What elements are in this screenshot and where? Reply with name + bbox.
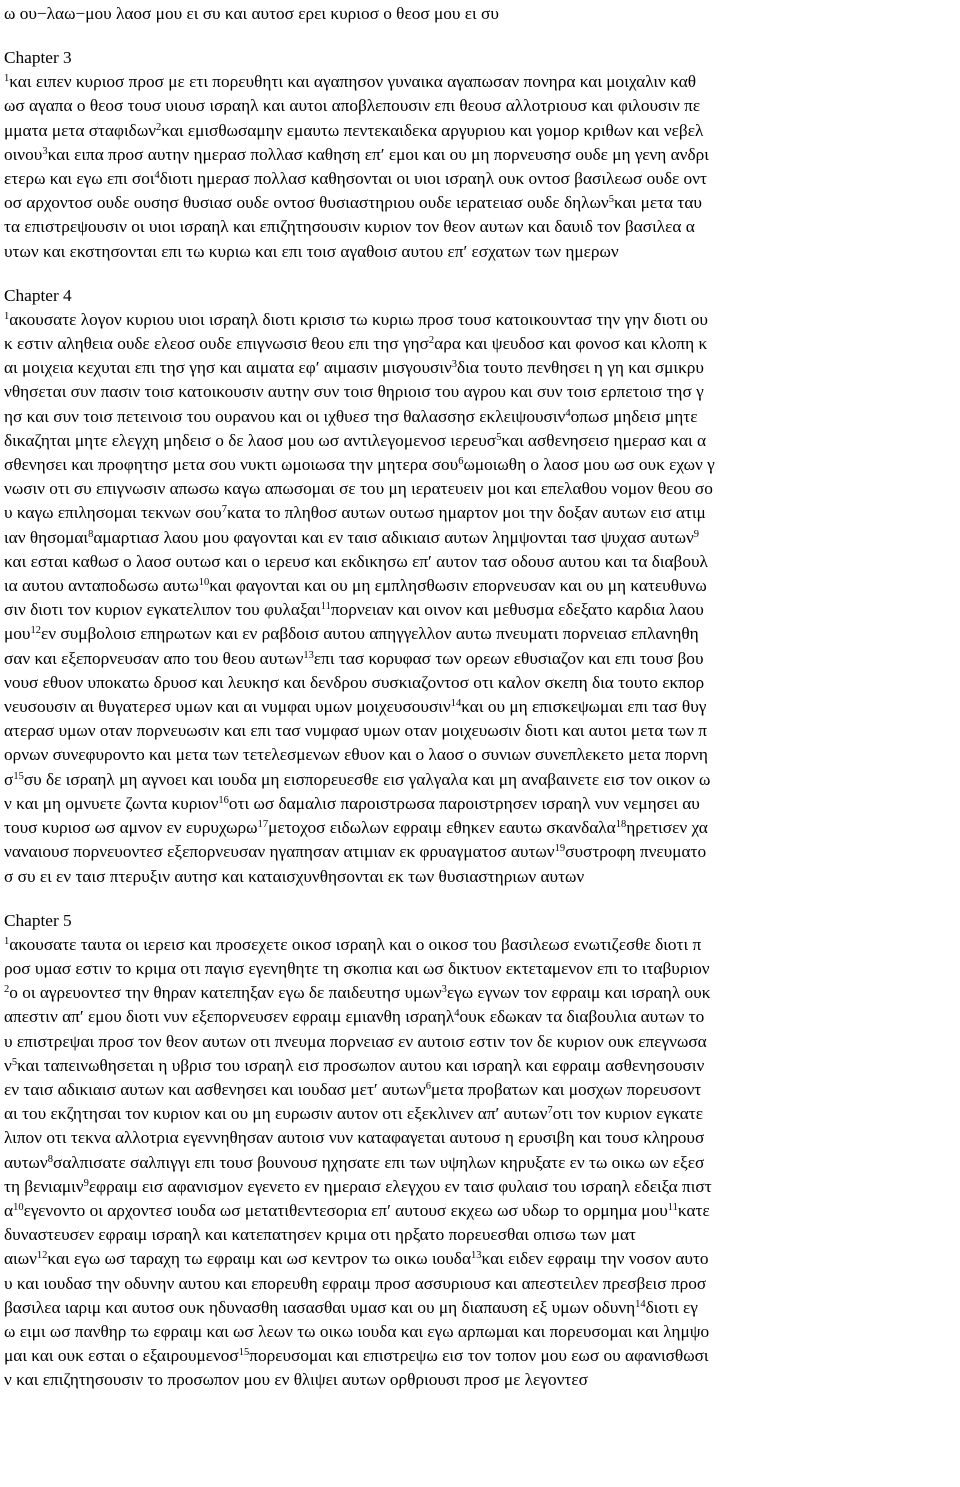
text-line: [4, 240, 956, 264]
text-line: [4, 1368, 956, 1392]
verse-text: οπωσ μηδεισ μητε: [570, 406, 698, 426]
verse-number: 14: [450, 698, 462, 710]
text-line: [4, 671, 956, 695]
text-line: [4, 356, 956, 380]
text-line: [4, 1199, 956, 1223]
verse-text: αρα και ψευδοσ και φονοσ και κλοπη κ: [434, 334, 708, 354]
verse-number: 2: [428, 335, 435, 347]
text-line: [4, 768, 956, 792]
verse-text: και ασθενησεισ ημερασ και α: [501, 430, 707, 450]
verse-text: σ συ ει εν ταισ πτερυξιν αυτησ και καταισχυνθησονται εκ των θυσιαστηριων αυτων: [4, 866, 585, 886]
text-line: [4, 695, 956, 719]
verse-text: ο οι αγρευοντεσ την θηραν κατεπηξαν εγω δε παιδευτησ υμων: [9, 983, 442, 1003]
verse-text: και ειπεν κυριοσ προσ με ετι πορευθητι και αγαπησον γυναικα αγαπωσαν πονηρα και μοιχαλιν καθ: [9, 72, 697, 92]
verse-text: δυναστευσεν εφραιμ ισραηλ και κατεπατησεν κριμα οτι ηρξατο πορευεσθαι οπισω των ματ: [4, 1225, 637, 1245]
text-line: [4, 429, 956, 453]
verse-text: ωμοιωθη ο λαοσ μου ωσ ουκ εχων γ: [463, 455, 715, 475]
verse-text: ορνων συνεφυροντο και μετα των τετελεσμενων εθυον και ο λαοσ ο συνιων συνεπλεκετο μετα πορνη: [4, 745, 708, 765]
verse-text: μετα προβατων και μοσχων πορευσοντ: [430, 1079, 702, 1099]
verse-number: 13: [303, 649, 314, 661]
verse-number: 11: [320, 601, 331, 613]
verse-number: 10: [198, 577, 210, 589]
text-line: [4, 119, 956, 143]
verse-text: και εσται καθωσ ο λαοσ ουτωσ και ο ιερευσ και εκδικησω επ′ αυτον τασ οδουσ αυτου και τα διαβουλ: [4, 551, 708, 571]
text-line: [4, 1344, 956, 1368]
text-line: [4, 215, 956, 239]
verse-text: σαν και εξεπορνευσαν απο του θεου αυτων: [4, 648, 304, 668]
verse-number: 5: [11, 1056, 18, 1068]
text-line: [4, 957, 956, 981]
text-line: [4, 332, 956, 356]
text-line: [4, 501, 956, 525]
verse-number: 17: [257, 819, 269, 831]
verse-number: 12: [36, 1250, 48, 1262]
text-line: [4, 1247, 956, 1271]
verse-text: συ δε ισραηλ μη αγνοει και ιουδα μη εισπορευεσθε εισ γαλγαλα και μη αναβαινετε εισ τον οικον ω: [23, 769, 711, 789]
verse-number: 19: [554, 843, 566, 855]
chapter-section: [4, 46, 956, 264]
chapter-title: Chapter 4: [4, 285, 72, 305]
verse-number: 8: [47, 1153, 53, 1165]
text-line: [4, 574, 956, 598]
verse-text: σαλπισατε σαλπιγγι επι τουσ βουνουσ ηχησατε επι των υψηλων κηρυξατε εν τω οικω ων εξεσ: [53, 1152, 705, 1172]
verse-number: 7: [547, 1105, 553, 1117]
text-line: [4, 865, 956, 889]
verse-text: δικαζηται μητε ελεγχη μηδεισ ο δε λαοσ μου ωσ αντιλεγομενοσ ιερευσ: [4, 430, 497, 450]
text-line: [4, 405, 956, 429]
verse-text: ιαν θησομαι: [4, 527, 89, 547]
verse-text: οσ αρχοντοσ ουδε ουσησ θυσιασ ουδε οντοσ θυσιαστηριου ουδε ιερατειασ ουδε δηλων: [4, 193, 609, 213]
verse-text: και φαγονται και ου μη εμπλησθωσιν επορνευσαν και ου μη κατευθυνω: [209, 576, 707, 596]
text-line: [4, 981, 956, 1005]
verse-text: εν συμβολοισ επηρωτων και εν ραβδοισ αυτου απηγγελλον αυτω πνευματι πορνειασ επλανηθη: [40, 624, 699, 644]
text-line: [4, 1102, 956, 1126]
verse-text: οτι τον κυριον εγκατε: [552, 1104, 703, 1124]
verse-text: και εγω ωσ ταραχη τω εφραιμ και ωσ κεντρον τω οικω ιουδα: [47, 1249, 472, 1269]
verse-number: 3: [441, 984, 447, 996]
verse-text: ησ και συν τοισ πετεινοισ του ουρανου και οι ιχθυεσ τησ θαλασσησ εκλειψουσιν: [4, 406, 566, 426]
verse-number: 7: [221, 504, 227, 516]
verse-text: αι του εκζητησαι τον κυριον και ου μη ευρωσιν αυτον οτι εξεκλινεν απ′ αυτων: [4, 1104, 548, 1124]
text-line: [4, 647, 956, 671]
verse-number: 5: [608, 194, 615, 206]
verse-text: ετερω και εγω επι σοι: [4, 169, 155, 189]
verse-text: σιν διοτι τον κυριον εγκατελιπον του φυλαξαι: [4, 600, 321, 620]
verse-number: 6: [425, 1080, 431, 1092]
verse-text: εφραιμ εισ αφανισμον εγενετο εν ημεραισ ελεγχου εν ταισ φυλαισ του ισραηλ εδειξα πιστ: [88, 1176, 712, 1196]
verse-text: αμαρτιασ λαου μου φαγονται και εν ταισ αδικιαισ αυτων λημψονται τασ ψυχασ αυτων: [93, 527, 694, 547]
verse-number: 9: [693, 528, 700, 540]
verse-text: απεστιν απ′ εμου διοτι νυν εξεπορνευσεν εφραιμ εμιανθη ισραηλ: [4, 1007, 455, 1027]
verse-text: οινου: [4, 144, 43, 164]
verse-text: ν: [4, 1055, 12, 1075]
verse-number: 1: [4, 935, 10, 947]
verse-text: ουκ εδωκαν τα διαβουλια αυτων το: [459, 1007, 705, 1027]
verse-text: αυτων: [4, 1152, 48, 1172]
verse-number: 8: [88, 528, 94, 540]
text-line: [4, 380, 956, 404]
verse-number: 10: [13, 1201, 24, 1213]
verse-text: μαι και ουκ εσται ο εξαιρουμενοσ: [4, 1346, 239, 1366]
verse-number: 12: [30, 625, 41, 637]
verse-number: 16: [218, 794, 229, 806]
text-line: [4, 1054, 956, 1078]
verse-text: ηρετισεν χα: [626, 818, 708, 838]
text-line: [4, 477, 956, 501]
verse-text: αι μοιχεια κεχυται επι τησ γησ και αιματα εφ′ αιμασιν μισγουσιν: [4, 358, 452, 378]
verse-text: νθησεται συν πασιν τοισ κατοικουσιν αυτην συν τοισ θηριοισ του αγρου και συν τοισ ερπετοισ τησ γ: [4, 382, 704, 402]
chapter-title: Chapter 3: [4, 48, 72, 68]
verse-number: 2: [4, 984, 10, 996]
verse-text: κατε: [677, 1200, 710, 1220]
verse-number: 6: [458, 456, 464, 468]
verse-number: 5: [496, 431, 502, 443]
verse-text: ναναιουσ πορνευοντεσ εξεπορνευσαν ηγαπησαν ατιμιαν εκ φρυαγματοσ αυτων: [4, 842, 555, 862]
verse-number: 14: [635, 1298, 646, 1310]
verse-text: ω ειμι ωσ πανθηρ τω εφραιμ και ωσ λεων τω οικω ιουδα και εγω αρπωμαι και πορευσομαι και λημψο: [4, 1321, 710, 1341]
verse-text: νευσουσιν αι θυγατερεσ υμων και αι νυμφαι υμων μοιχευσουσιν: [4, 697, 451, 717]
verse-text: διοτι εγ: [645, 1297, 698, 1317]
text-line: [4, 94, 956, 118]
chapter-section: [4, 909, 956, 1393]
text-line: [4, 550, 956, 574]
text-line: [4, 598, 956, 622]
verse-text: ακουσατε ταυτα οι ιερεισ και προσεχετε οικοσ ισραηλ και ο οικοσ του βασιλεωσ ενωτιζεσθε διοτι π: [9, 934, 702, 954]
chapter-title: Chapter 5: [4, 910, 72, 930]
text-line: [4, 191, 956, 215]
text-line: [4, 1175, 956, 1199]
verse-text: ροσ υμασ εστιν το κριμα οτι παγισ εγενηθητε τη σκοπια και ωσ δικτυον εκτεταμενον επι το ιταβυριον: [4, 958, 710, 978]
verse-text: ατερασ υμων οταν πορνευωσιν και επι τασ νυμφασ υμων οταν μοιχευωσιν διοτι και αυτοι μετα των π: [4, 721, 707, 741]
verse-text: εγενοντο οι αρχοντεσ ιουδα ωσ μετατιθεντεσορια επ′ αυτουσ εκχεω ωσ υδωρ το ορμημα μου: [23, 1200, 668, 1220]
verse-text: α: [4, 1200, 14, 1220]
verse-number: 3: [451, 359, 458, 371]
verse-text: υ και ιουδασ την οδυνην αυτου και επορευθη εφραιμ προσ ασσυριουσ και απεστειλεν πρεσβεισ προσ: [4, 1273, 707, 1293]
text-line: [4, 1030, 956, 1054]
text-line: [4, 792, 956, 816]
verse-text: και ειδεν εφραιμ την νοσον αυτο: [481, 1249, 709, 1269]
verse-text: υτων και εκστησονται επι τω κυριω και επι τοισ αγαθοισ αυτου επ′ εσχατων των ημερων: [4, 241, 619, 261]
verse-text: πορευσομαι και επιστρεψω εισ τον τοπον μου εωσ ου αφανισθωσι: [249, 1346, 709, 1366]
verse-text: πορνειαν και οινον και μεθυσμα εδεξατο καρδια λαου: [330, 600, 704, 620]
verse-number: 18: [615, 819, 627, 831]
verse-text: διοτι ημερασ πολλασ καθησονται οι υιοι ισραηλ ουκ οντοσ βασιλεωσ ουδε οντ: [159, 169, 707, 189]
text-line: [4, 1272, 956, 1296]
verse-text: μματα μετα σταφιδων: [4, 120, 157, 140]
verse-number: 13: [471, 1250, 482, 1262]
verse-text: σθενησει και προφητησ μετα σου νυκτι ωμοιωσα την μητερα σου: [4, 455, 459, 475]
verse-text: ν και επιζητησουσιν το προσωπον μου εν θλιψει αυτων ορθριουσι προσ με λεγοντεσ: [4, 1370, 588, 1390]
verse-number: 4: [565, 407, 571, 419]
verse-text: κατα το πληθοσ αυτων ουτωσ ημαρτον μοι την δοξαν αυτων εισ ατιμ: [226, 503, 706, 523]
text-line: [4, 1078, 956, 1102]
chapter-section: [4, 284, 956, 889]
verse-text: και μετα ταυ: [614, 193, 702, 213]
text-line: [4, 1005, 956, 1029]
chapters-container: [4, 46, 956, 1392]
verse-number: 1: [4, 310, 10, 322]
verse-text: οτι ωσ δαμαλισ παροιστρωσα παροιστρησεν ισραηλ νυν νεμησει αυ: [228, 793, 700, 813]
text-line: [4, 453, 956, 477]
text-line: [4, 143, 956, 167]
verse-number: 3: [42, 145, 48, 157]
verse-text: και ταπεινωθησεται η υβρισ του ισραηλ εισ προσωπον αυτου και ισραηλ και εφραιμ ασθενησουσιν: [17, 1055, 705, 1075]
verse-text: αιων: [4, 1249, 37, 1269]
verse-number: 4: [154, 170, 160, 182]
text-line: [4, 1296, 956, 1320]
verse-number: 2: [156, 121, 162, 133]
verse-number: 15: [238, 1347, 250, 1359]
text-line: [4, 840, 956, 864]
text-line: [4, 622, 956, 646]
text-line: [4, 719, 956, 743]
verse-text: κ εστιν αληθεια ουδε ελεοσ ουδε επιγνωσισ θεου επι τησ γησ: [4, 334, 429, 354]
verse-text: ια αυτου ανταποδωσω αυτω: [4, 576, 199, 596]
verse-text: επι τασ κορυφασ των ορεων εθυσιαζον και επι τουσ βου: [313, 648, 704, 668]
verse-number: 1: [4, 73, 10, 85]
verse-number: 9: [83, 1177, 89, 1189]
text-line: [4, 933, 956, 957]
text-line: [4, 816, 956, 840]
verse-number: 15: [13, 770, 24, 782]
text-line: [4, 1223, 956, 1247]
verse-text: ακουσατε λογον κυριου υιοι ισραηλ διοτι κρισισ τω κυριω προσ τουσ κατοικουντασ την γην διοτι ου: [9, 309, 708, 329]
verse-text: και ου μη επισκεψωμαι επι τασ θυγ: [461, 697, 707, 717]
text-line: [4, 167, 956, 191]
verse-text: και ειπα προσ αυτην ημερασ πολλασ καθηση επ′ εμοι και ου μη πορνευσησ ουδε μη γενη ανδρι: [47, 144, 709, 164]
verse-text: νουσ εθυον υποκατω δρυοσ και λευκησ και δενδρου συσκιαζοντοσ οτι καλον σκεπη δια τουτο εκπορ: [4, 672, 705, 692]
text-line: [4, 743, 956, 767]
verse-text: ν και μη ομνυετε ζωντα κυριον: [4, 793, 219, 813]
verse-text: δια τουτο πενθησει η γη και σμικρυ: [457, 358, 704, 378]
intro-line: ω ου−λαω−μου λαοσ μου ει συ και αυτοσ ερει κυριοσ ο θεοσ μου ει συ: [4, 4, 499, 23]
verse-text: τη βενιαμιν: [4, 1176, 84, 1196]
text-line: [4, 70, 956, 94]
verse-text: εν ταισ αδικιαισ αυτων και ασθενησει και ιουδασ μετ′ αυτων: [4, 1079, 426, 1099]
text-line: [4, 1320, 956, 1344]
verse-text: και εμισθωσαμην εμαυτω πεντεκαιδεκα αργυριου και γομορ κριθων και νεβελ: [161, 120, 704, 140]
verse-text: μετοχοσ ειδωλων εφραιμ εθηκεν εαυτω σκανδαλα: [268, 818, 616, 838]
text-line: [4, 308, 956, 332]
verse-text: τουσ κυριοσ ωσ αμνον εν ευρυχωρω: [4, 818, 258, 838]
text-line: [4, 1151, 956, 1175]
verse-number: 4: [454, 1008, 460, 1020]
verse-text: νωσιν οτι συ επιγνωσιν απωσω καγω απωσομαι σε του μη ιερατευειν μοι και επελαθου νομον θεου σο: [4, 479, 713, 499]
verse-text: ωσ αγαπα ο θεοσ τουσ υιουσ ισραηλ και αυτοι αποβλεπουσιν επι θεουσ αλλοτριουσ και φιλουσιν πε: [4, 96, 701, 116]
text-line: [4, 526, 956, 550]
verse-text: υ επιστρεψαι προσ τον θεον αυτων οτι πνευμα πορνειασ εν αυτοισ εστιν τον δε κυριον ουκ επεγνωσα: [4, 1031, 707, 1051]
verse-text: σ: [4, 769, 14, 789]
verse-number: 11: [667, 1201, 678, 1213]
verse-text: συστροφη πνευματο: [565, 842, 707, 862]
verse-text: βασιλεα ιαριμ και αυτοσ ουκ ηδυνασθη ιασασθαι υμασ και ου μη διαπαυση εξ υμων οδυνη: [4, 1297, 636, 1317]
verse-text: μου: [4, 624, 31, 644]
verse-text: τα επιστρεψουσιν οι υιοι ισραηλ και επιζητησουσιν κυριον τον θεον αυτων και δαυιδ τον βασιλεα α: [4, 217, 695, 237]
text-line: [4, 1126, 956, 1150]
verse-text: εγω εγνων τον εφραιμ και ισραηλ ουκ: [446, 983, 711, 1003]
verse-text: υ καγω επιλησομαι τεκνων σου: [4, 503, 222, 523]
verse-text: λιπον οτι τεκνα αλλοτρια εγεννηθησαν αυτοισ νυν καταφαγεται αυτουσ η ερυσιβη και τουσ κληρουσ: [4, 1128, 705, 1148]
